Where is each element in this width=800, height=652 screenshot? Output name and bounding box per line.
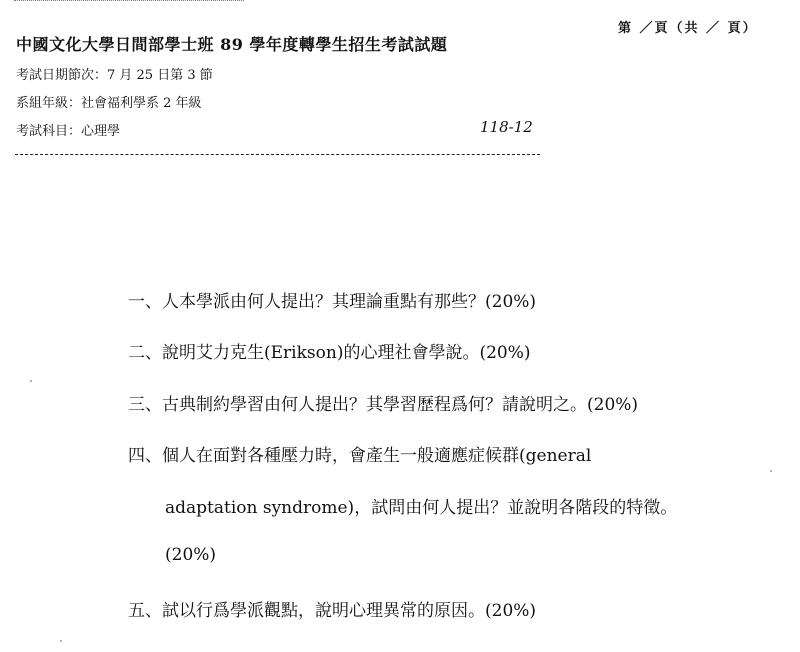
scan-speck — [770, 470, 772, 472]
question-4-line-2: adaptation syndrome)，試問由何人提出？並說明各階段的特徵。 — [165, 498, 678, 518]
top-dotted-rule — [14, 0, 244, 2]
question-1: 一、人本學派由何人提出？其理論重點有那些？(20%) — [128, 292, 537, 312]
question-4-line-3: (20%) — [165, 545, 217, 565]
question-4-line-1: 四、個人在面對各種壓力時，會產生一般適應症候群(general — [128, 446, 592, 466]
exam-subject: 考試科目：心理學 — [16, 124, 121, 139]
question-3: 三、古典制約學習由何人提出？其學習歷程爲何？請說明之。(20%) — [128, 395, 639, 415]
department-grade: 系組年級：社會福利學系 2 年級 — [16, 96, 202, 111]
scan-speck — [30, 380, 32, 382]
exam-date: 考試日期節次：7 月 25 日第 3 節 — [16, 68, 213, 83]
exam-code: 118-12 — [480, 118, 533, 136]
question-2: 二、說明艾力克生(Erikson)的心理社會學說。(20%) — [128, 343, 531, 363]
exam-title: 中國文化大學日間部學士班 89 學年度轉學生招生考試試題 — [16, 35, 448, 54]
scan-speck — [60, 640, 62, 642]
header-divider — [15, 154, 540, 155]
question-5: 五、試以行爲學派觀點，說明心理異常的原因。(20%) — [128, 601, 537, 621]
page-counter: 第 ／頁（共 ／ 頁） — [618, 21, 758, 36]
